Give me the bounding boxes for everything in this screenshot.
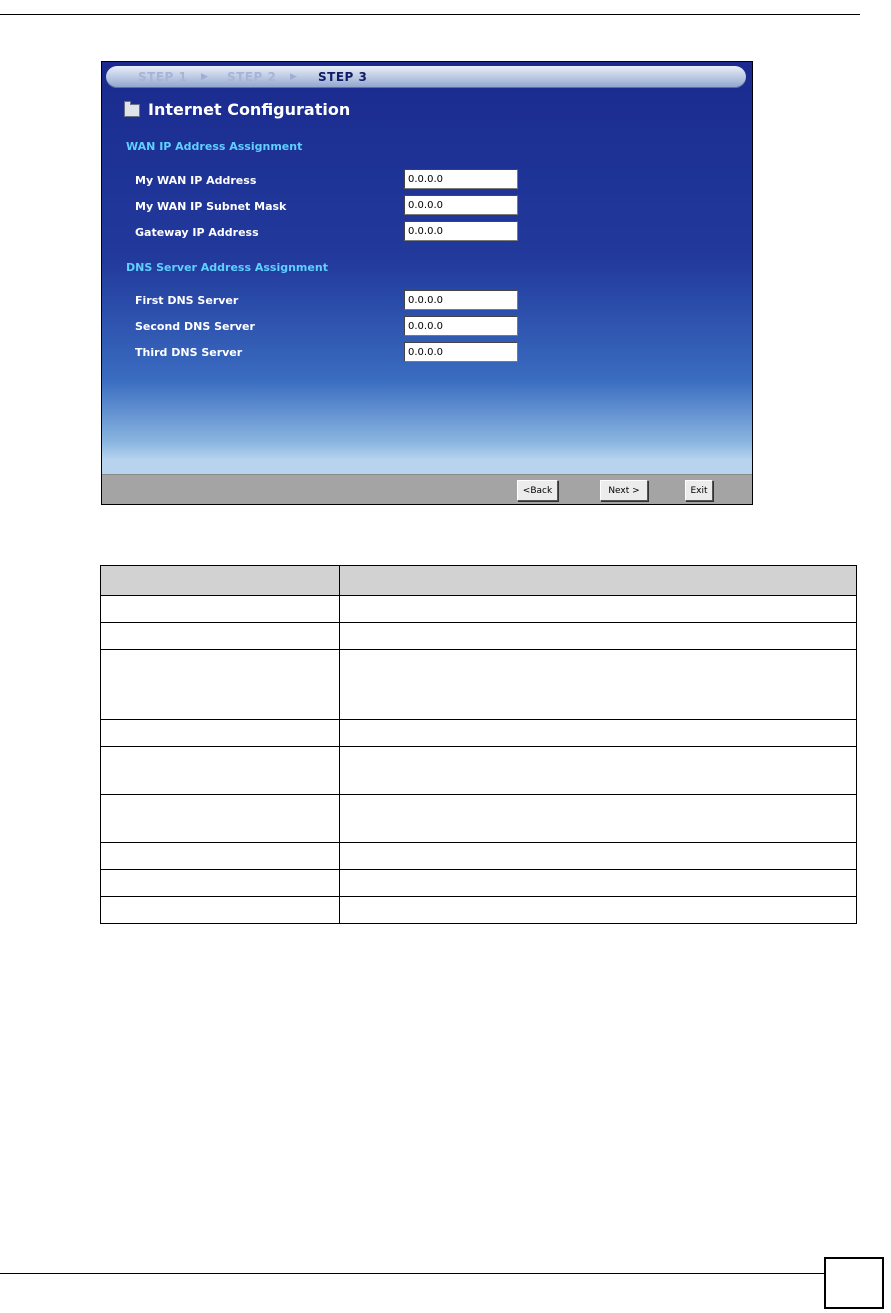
table-row (101, 795, 857, 843)
third-dns-label: Third DNS Server (135, 346, 243, 359)
step-3-label: STEP 3 (318, 70, 368, 84)
table-row (101, 623, 857, 650)
back-button[interactable]: <Back (517, 480, 558, 501)
page-number-box (824, 1257, 884, 1309)
gateway-ip-label: Gateway IP Address (135, 226, 259, 239)
wizard-screenshot (101, 61, 753, 505)
footer-rule (0, 1273, 824, 1274)
table-row (101, 720, 857, 747)
third-dns-input[interactable] (404, 342, 518, 362)
table-header-cell (101, 566, 340, 596)
wan-ip-label: My WAN IP Address (135, 174, 257, 187)
wan-ip-input[interactable] (404, 169, 518, 189)
table-row (101, 897, 857, 924)
exit-button[interactable]: Exit (685, 480, 713, 501)
wan-section-title: WAN IP Address Assignment (126, 140, 303, 153)
step-1-label[interactable]: STEP 1 (138, 70, 188, 84)
first-dns-label: First DNS Server (135, 294, 239, 307)
table-row (101, 596, 857, 623)
step-bar (106, 66, 746, 88)
second-dns-label: Second DNS Server (135, 320, 255, 333)
dns-section-title: DNS Server Address Assignment (126, 261, 328, 274)
table-row (101, 870, 857, 897)
first-dns-input[interactable] (404, 290, 518, 310)
table-row (101, 843, 857, 870)
wan-subnet-label: My WAN IP Subnet Mask (135, 200, 287, 213)
table-header-row (101, 566, 857, 596)
second-dns-input[interactable] (404, 316, 518, 336)
table-row (101, 650, 857, 720)
gateway-ip-input[interactable] (404, 221, 518, 241)
table-row (101, 747, 857, 795)
step-arrow-icon: ▶ (201, 72, 209, 82)
header-rule (0, 14, 860, 15)
wan-subnet-input[interactable] (404, 195, 518, 215)
wizard-footer (102, 474, 752, 505)
folder-icon (124, 104, 140, 117)
table-header-cell (340, 566, 857, 596)
field-description-table (100, 565, 857, 924)
step-2-label[interactable]: STEP 2 (227, 70, 277, 84)
page-title: Internet Configuration (148, 100, 351, 119)
step-arrow-icon: ▶ (290, 72, 298, 82)
next-button[interactable]: Next > (600, 480, 648, 501)
